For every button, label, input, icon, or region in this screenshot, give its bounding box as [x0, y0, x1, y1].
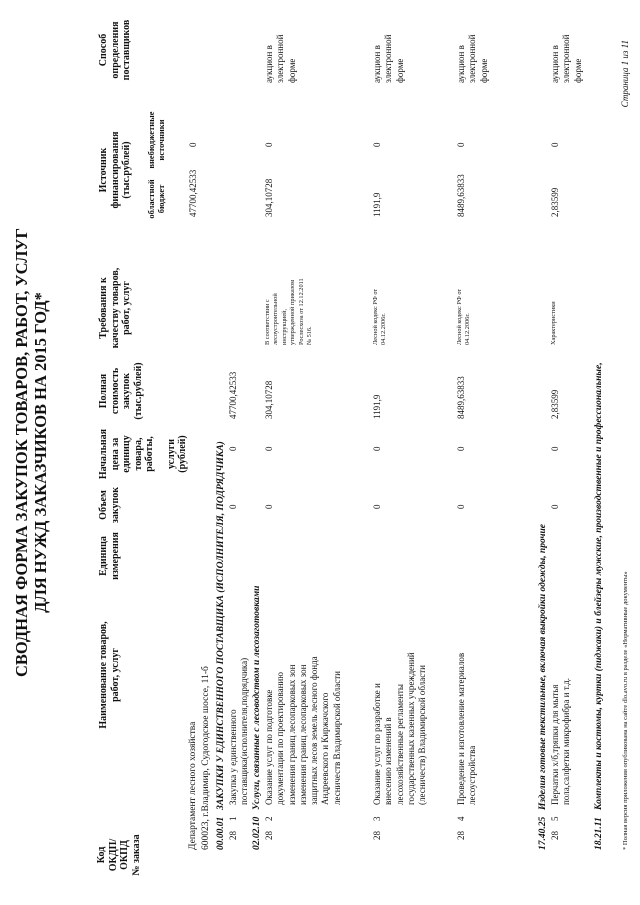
header-funding-extra: внебюджетные источники	[146, 111, 166, 169]
row-method: аукцион в электронной форме	[456, 34, 489, 83]
row-price: 0	[550, 446, 560, 451]
row-requirements: Лесной кодекс РФ от 04.12.2006г.	[456, 288, 472, 345]
row-extra: 0	[264, 142, 274, 147]
section-header: 18.21.11Комплекты и костюмы, куртки (пиджаки) и блейзеры мужские, производственные и профессиональные,	[594, 362, 604, 850]
row-requirements: Характеристики	[550, 301, 557, 345]
row-regional: 47700,42533	[188, 169, 198, 217]
header-requirements: Требования к качеству товаров, работ, услуг	[98, 267, 132, 349]
row-full-cost: 304,10728	[264, 380, 274, 419]
header-method: Способ определения поставщиков	[98, 19, 132, 81]
header-name: Наименование товаров, работ, услуг	[98, 621, 121, 729]
header-code: Код ОКДП/ ОКПД № заказа	[96, 834, 142, 876]
row-full-cost: 1191,9	[372, 394, 382, 419]
row-extra: 0	[456, 142, 466, 147]
header-initial-price: Начальная цена за единицу товара, работы, услуги (рублей)	[98, 428, 188, 480]
row-method: аукцион в электронной форме	[372, 34, 405, 83]
row-price: 0	[456, 446, 466, 451]
row-extra: 0	[550, 142, 560, 147]
section-header: 17.40.25Изделия готовые текстильные, включая выкройки одежды, прочие	[538, 524, 548, 850]
row-price: 0	[264, 446, 274, 451]
row-name: Оказание услуг по подготовке документации по проектированию изменения границ лесопарковых зон изменения границ лесопарковых зон защитных лесов земель лесного фонда Андреевского и Киржачского лесничеств Владимирской области	[264, 656, 342, 805]
row-regional: 2,83599	[550, 187, 560, 217]
row-code-b: 1	[228, 816, 238, 821]
row-price: 0	[372, 446, 382, 451]
row-code-a: 28	[372, 831, 382, 840]
row-extra: 0	[188, 142, 198, 147]
row-code-a: 28	[264, 831, 274, 840]
row-volume: 0	[264, 504, 274, 509]
header-volume: Объем закупок	[98, 486, 121, 524]
row-volume: 0	[372, 504, 382, 509]
row-volume: 0	[456, 504, 466, 509]
customer-address: 600023, г.Владимир, Судогодское шоссе, 11-б	[201, 666, 211, 850]
row-full-cost: 2,83599	[550, 389, 560, 419]
section-header: 00.00.01ЗАКУПКИ У ЕДИНСТВЕННОГО ПОСТАВЩИКА (ИСПОЛНИТЕЛЯ, ПОДРЯДЧИКА)	[216, 441, 226, 850]
row-code-b: 2	[264, 816, 274, 821]
row-code-a: 28	[456, 831, 466, 840]
row-name: Перчатки х/б,тряпки для мытья пола,салфетки микрофибра и т.д.	[550, 677, 572, 805]
row-code-a: 28	[228, 831, 238, 840]
customer-name: Департамент лесного хозяйства	[188, 721, 198, 850]
row-method: аукцион в электронной форме	[264, 34, 297, 83]
row-full-cost: 8489,63833	[456, 376, 466, 419]
header-full-cost: Полная стоимость закупок (тыс.рублей)	[98, 362, 144, 420]
footnote: * Полная версия приложения опубликована на сайте dlo.avo.ru в разделе «Нормативные документы»	[622, 571, 629, 850]
row-full-cost: 47700,42533	[228, 371, 238, 419]
row-regional: 1191,9	[372, 192, 382, 217]
row-name: Оказание услуг по разработке и внесению изменений в лесохозяйственные регламенты государственных казенных учреждений (лесничеств) Владимирской области	[372, 652, 428, 805]
row-code-b: 5	[550, 816, 560, 821]
row-extra: 0	[372, 142, 382, 147]
row-requirements: Лесной кодекс РФ от 04.12.2006г.	[372, 288, 388, 345]
row-requirements: В соответствии с лесоустроительной инструкцией, утвержденной приказом Рослесхоза от 12.12.2011 № 516.	[264, 278, 314, 345]
section-header: 02.02.10Услуги, связанные с лесоводством и лесозаготовками	[252, 585, 262, 850]
header-funding-regional: областной бюджет	[146, 179, 166, 219]
row-regional: 8489,63833	[456, 174, 466, 217]
page-number: Страница 1 из 11	[620, 40, 630, 108]
header-unit: Единица измерения	[98, 532, 121, 580]
row-name: Закупка у единственного поставщика(исполнителя,подрядчика)	[228, 657, 250, 805]
row-method: аукцион в электронной форме	[550, 34, 583, 83]
row-price: 0	[228, 446, 238, 451]
header-funding: Источник финансирования (тыс.рублей)	[98, 131, 132, 209]
row-name: Проведение и изготовление материалов лесоустройства	[456, 652, 478, 805]
row-code-b: 3	[372, 816, 382, 821]
row-regional: 304,10728	[264, 178, 274, 217]
row-volume: 0	[228, 504, 238, 509]
row-volume: 0	[550, 504, 560, 509]
row-code-a: 28	[550, 831, 560, 840]
document-title-line1: СВОДНАЯ ФОРМА ЗАКУПОК ТОВАРОВ, РАБОТ, УСЛУГ	[12, 228, 31, 677]
row-code-b: 4	[456, 816, 466, 821]
document-title-line2: ДЛЯ НУЖД ЗАКАЗЧИКОВ НА 2015 ГОД*	[31, 292, 50, 613]
